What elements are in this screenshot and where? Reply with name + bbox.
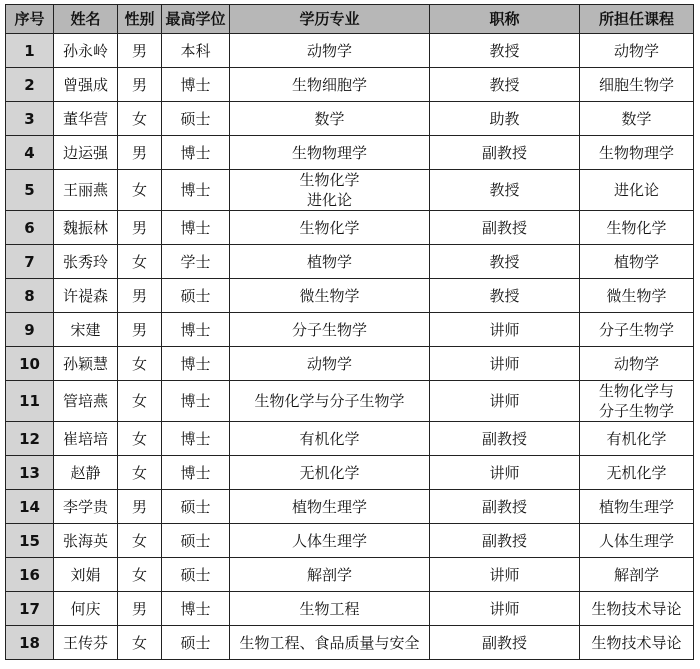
teacher-major [230, 279, 430, 313]
teacher-name: 孙永岭 [54, 34, 118, 68]
header-row [6, 5, 694, 34]
teacher-major-line: 生物物理学 [291, 143, 367, 162]
teacher-degree: 硕士 [162, 626, 230, 660]
row-index: 2 [6, 68, 54, 102]
teacher-course-line: 生物技术导论 [591, 599, 682, 618]
teacher-title: 讲师 [430, 347, 580, 381]
teacher-degree: 博士 [162, 211, 230, 245]
teacher-gender: 女 [118, 245, 162, 279]
teacher-degree: 博士 [162, 313, 230, 347]
teacher-title: 教授 [430, 68, 580, 102]
teacher-course-line: 生物技术导论 [591, 633, 682, 652]
teacher-name: 孙颖慧 [54, 347, 118, 381]
teacher-major-line: 植物生理学 [291, 497, 367, 516]
teacher-course [580, 490, 694, 524]
teacher-gender: 男 [118, 136, 162, 170]
header-index: 序号 [6, 5, 54, 34]
teacher-degree: 博士 [162, 170, 230, 211]
row-index: 15 [6, 524, 54, 558]
teacher-course-line: 数学 [621, 109, 652, 128]
table-row [6, 279, 694, 313]
teacher-gender: 男 [118, 490, 162, 524]
teacher-major-line: 人体生理学 [291, 531, 367, 550]
teacher-major-line: 生物化学 [299, 218, 360, 237]
teacher-degree: 博士 [162, 347, 230, 381]
teacher-degree: 硕士 [162, 558, 230, 592]
teacher-degree: 硕士 [162, 490, 230, 524]
teacher-course [580, 245, 694, 279]
teacher-degree: 博士 [162, 68, 230, 102]
table-body [6, 34, 694, 660]
teacher-major [230, 102, 430, 136]
teacher-title: 讲师 [430, 313, 580, 347]
header-course: 所担任课程 [580, 5, 694, 34]
teacher-title: 教授 [430, 34, 580, 68]
teacher-course-line: 生物物理学 [598, 143, 674, 162]
teacher-title: 讲师 [430, 558, 580, 592]
table-row [6, 211, 694, 245]
teacher-degree: 硕士 [162, 102, 230, 136]
teacher-course-line: 生物化学与 [598, 382, 674, 400]
teacher-name: 许禔森 [54, 279, 118, 313]
teacher-name: 崔培培 [54, 422, 118, 456]
row-index: 6 [6, 211, 54, 245]
teacher-degree: 博士 [162, 422, 230, 456]
table-header [6, 5, 694, 34]
teacher-course [580, 170, 694, 211]
teacher-course [580, 456, 694, 490]
teacher-major [230, 347, 430, 381]
teacher-major [230, 211, 430, 245]
teacher-major-line: 生物化学与分子生物学 [254, 392, 405, 410]
table-row [6, 626, 694, 660]
teacher-gender: 女 [118, 347, 162, 381]
teacher-gender: 女 [118, 381, 162, 422]
teacher-course [580, 558, 694, 592]
teacher-gender: 男 [118, 279, 162, 313]
teacher-major-line: 进化论 [306, 191, 352, 209]
teacher-major-line: 有机化学 [299, 429, 360, 448]
table-row [6, 524, 694, 558]
teacher-gender: 男 [118, 68, 162, 102]
teacher-title: 教授 [430, 245, 580, 279]
teacher-title: 教授 [430, 170, 580, 211]
teacher-title: 副教授 [430, 490, 580, 524]
teacher-degree: 博士 [162, 592, 230, 626]
teacher-course-line: 微生物学 [606, 286, 667, 305]
row-index: 4 [6, 136, 54, 170]
teacher-name: 刘娟 [54, 558, 118, 592]
teacher-major [230, 34, 430, 68]
teacher-name: 王传芬 [54, 626, 118, 660]
teacher-name: 李学贵 [54, 490, 118, 524]
table-row [6, 422, 694, 456]
teacher-name: 曾强成 [54, 68, 118, 102]
teacher-major [230, 592, 430, 626]
teacher-name: 宋建 [54, 313, 118, 347]
teacher-gender: 男 [118, 313, 162, 347]
teacher-major-line: 生物工程 [299, 599, 360, 618]
teacher-major-line: 动物学 [306, 354, 352, 373]
teacher-course [580, 592, 694, 626]
teacher-major-line: 分子生物学 [291, 320, 367, 339]
table-row [6, 68, 694, 102]
teacher-gender: 女 [118, 456, 162, 490]
teacher-major-line: 解剖学 [306, 565, 352, 584]
row-index: 16 [6, 558, 54, 592]
row-index: 10 [6, 347, 54, 381]
teacher-major [230, 626, 430, 660]
teacher-gender: 男 [118, 34, 162, 68]
teacher-major-line: 植物学 [306, 252, 352, 271]
table-row [6, 136, 694, 170]
teacher-title: 讲师 [430, 381, 580, 422]
teacher-major-line: 数学 [314, 109, 345, 128]
teacher-major [230, 524, 430, 558]
teacher-degree: 硕士 [162, 279, 230, 313]
teacher-major-line: 动物学 [306, 41, 352, 60]
teacher-major [230, 422, 430, 456]
teacher-major-line: 生物细胞学 [291, 75, 367, 94]
table-row [6, 381, 694, 422]
teacher-gender: 女 [118, 626, 162, 660]
row-index: 3 [6, 102, 54, 136]
teacher-degree: 学士 [162, 245, 230, 279]
teacher-course-line: 植物学 [613, 252, 659, 271]
teacher-major-line: 无机化学 [299, 463, 360, 482]
row-index: 1 [6, 34, 54, 68]
teacher-major [230, 136, 430, 170]
teacher-gender: 男 [118, 211, 162, 245]
table-row [6, 456, 694, 490]
header-name: 姓名 [54, 5, 118, 34]
teacher-name: 赵静 [54, 456, 118, 490]
teacher-course [580, 34, 694, 68]
teacher-course [580, 68, 694, 102]
teacher-name: 魏振林 [54, 211, 118, 245]
teacher-major [230, 245, 430, 279]
teacher-major [230, 558, 430, 592]
teacher-course [580, 313, 694, 347]
teacher-title: 助教 [430, 102, 580, 136]
teacher-name: 边运强 [54, 136, 118, 170]
table-row [6, 245, 694, 279]
header-title: 职称 [430, 5, 580, 34]
row-index: 5 [6, 170, 54, 211]
row-index: 17 [6, 592, 54, 626]
teacher-title: 讲师 [430, 456, 580, 490]
teacher-major [230, 490, 430, 524]
teacher-title: 副教授 [430, 422, 580, 456]
staff-table [5, 4, 694, 660]
teacher-major [230, 456, 430, 490]
header-major: 学历专业 [230, 5, 430, 34]
teacher-course-line: 分子生物学 [598, 402, 674, 420]
teacher-gender: 女 [118, 170, 162, 211]
teacher-name: 管培燕 [54, 381, 118, 422]
teacher-gender: 女 [118, 524, 162, 558]
teacher-major [230, 170, 430, 211]
teacher-course-line: 人体生理学 [598, 531, 674, 550]
teacher-course [580, 347, 694, 381]
teacher-major-line: 微生物学 [299, 286, 360, 305]
teacher-title: 副教授 [430, 211, 580, 245]
teacher-gender: 女 [118, 422, 162, 456]
table-row [6, 102, 694, 136]
teacher-course-line: 进化论 [613, 181, 659, 199]
teacher-course [580, 626, 694, 660]
teacher-degree: 本科 [162, 34, 230, 68]
teacher-major [230, 313, 430, 347]
teacher-major [230, 381, 430, 422]
teacher-course-line: 生物化学 [606, 218, 667, 237]
teacher-course [580, 422, 694, 456]
teacher-name: 张秀玲 [54, 245, 118, 279]
table-row [6, 558, 694, 592]
teacher-name: 何庆 [54, 592, 118, 626]
teacher-course-line: 分子生物学 [598, 320, 674, 339]
header-degree: 最高学位 [162, 5, 230, 34]
row-index: 11 [6, 381, 54, 422]
row-index: 7 [6, 245, 54, 279]
teacher-degree: 博士 [162, 136, 230, 170]
teacher-name: 张海英 [54, 524, 118, 558]
table-row [6, 490, 694, 524]
table-row [6, 34, 694, 68]
teacher-gender: 男 [118, 592, 162, 626]
teacher-course [580, 102, 694, 136]
teacher-course [580, 381, 694, 422]
teacher-degree: 博士 [162, 456, 230, 490]
header-gender: 性别 [118, 5, 162, 34]
teacher-course-line: 无机化学 [606, 463, 667, 482]
teacher-title: 讲师 [430, 592, 580, 626]
teacher-major [230, 68, 430, 102]
teacher-major-line: 生物化学 [299, 171, 360, 189]
teacher-course [580, 524, 694, 558]
teacher-course-line: 解剖学 [613, 565, 659, 584]
teacher-course-line: 有机化学 [606, 429, 667, 448]
teacher-course [580, 211, 694, 245]
table-row [6, 592, 694, 626]
teacher-title: 教授 [430, 279, 580, 313]
teacher-name: 王丽燕 [54, 170, 118, 211]
teacher-course [580, 279, 694, 313]
teacher-degree: 硕士 [162, 524, 230, 558]
row-index: 8 [6, 279, 54, 313]
teacher-course-line: 动物学 [613, 354, 659, 373]
teacher-course-line: 植物生理学 [598, 497, 674, 516]
table-row [6, 347, 694, 381]
row-index: 9 [6, 313, 54, 347]
row-index: 18 [6, 626, 54, 660]
table-row [6, 313, 694, 347]
teacher-title: 副教授 [430, 524, 580, 558]
teacher-course [580, 136, 694, 170]
teacher-course-line: 细胞生物学 [598, 75, 674, 94]
teacher-name: 董华营 [54, 102, 118, 136]
table-row [6, 170, 694, 211]
teacher-course-line: 动物学 [613, 41, 659, 60]
teacher-degree: 博士 [162, 381, 230, 422]
row-index: 14 [6, 490, 54, 524]
row-index: 12 [6, 422, 54, 456]
row-index: 13 [6, 456, 54, 490]
teacher-major-line: 生物工程、食品质量与安全 [239, 633, 420, 652]
teacher-gender: 女 [118, 102, 162, 136]
teacher-title: 副教授 [430, 626, 580, 660]
teacher-title: 副教授 [430, 136, 580, 170]
teacher-gender: 女 [118, 558, 162, 592]
